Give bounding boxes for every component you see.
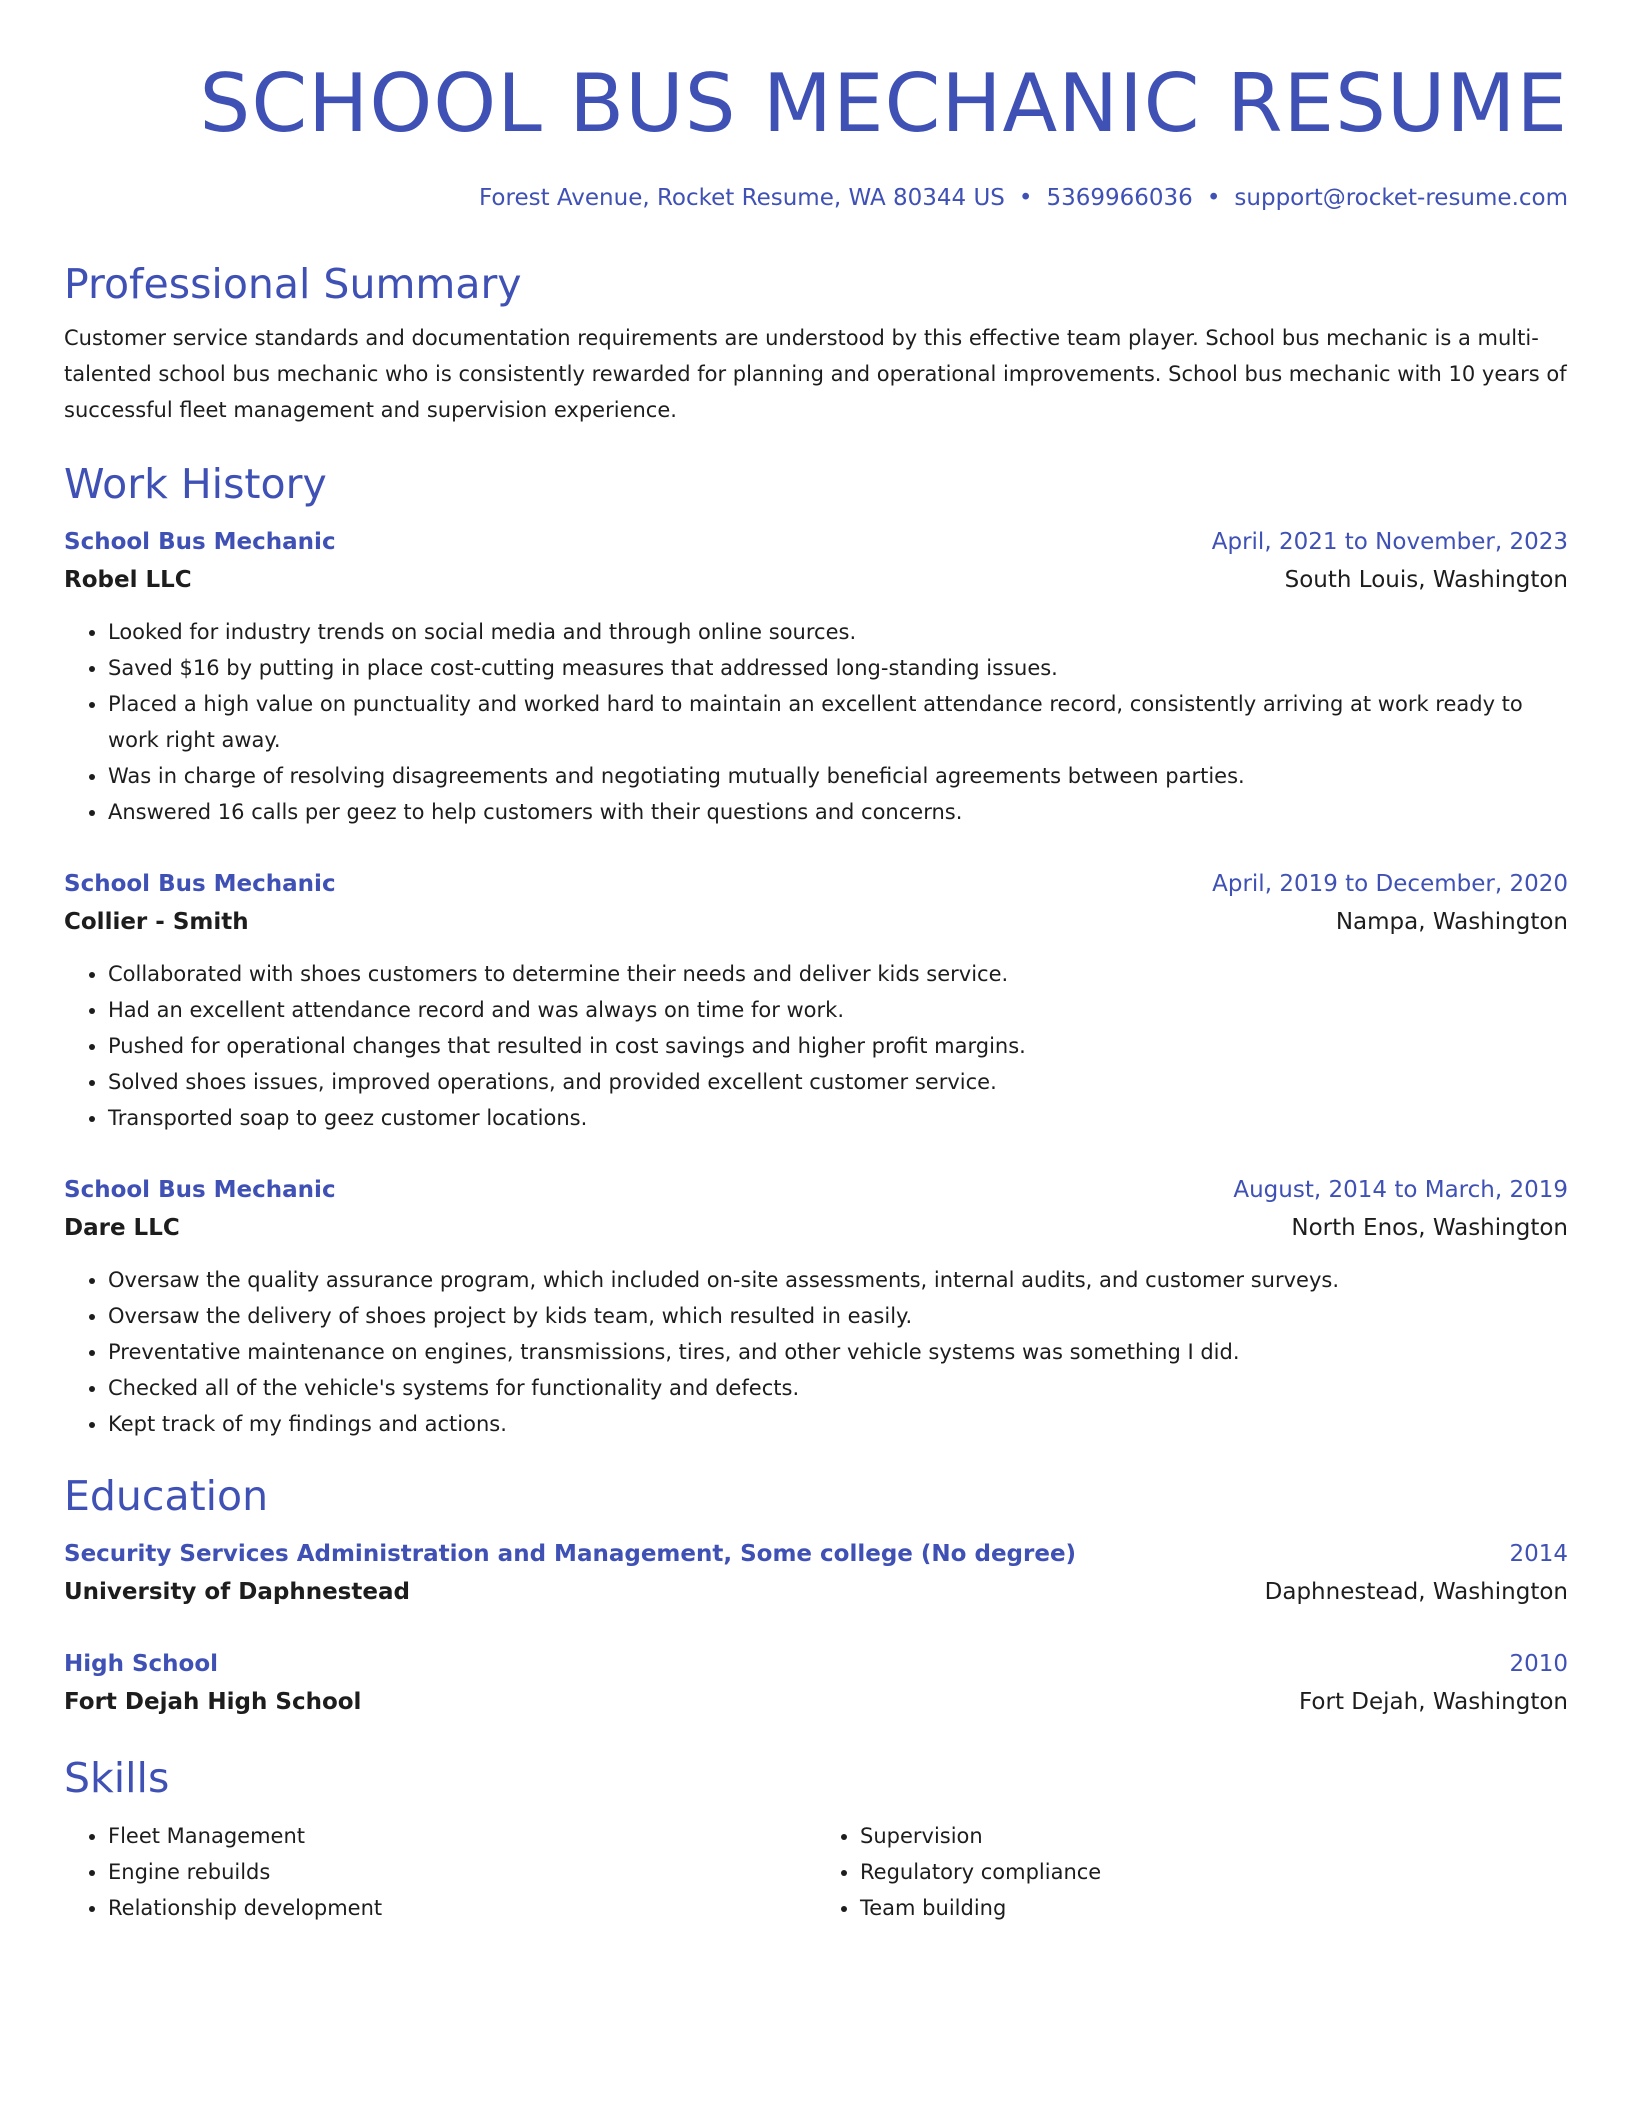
job-bullet: • Transported soap to geez customer locations. bbox=[108, 1100, 1568, 1136]
job-bullet: • Looked for industry trends on social media and through online sources. bbox=[108, 614, 1568, 650]
skills-list-right bbox=[816, 1818, 1568, 1926]
job-company: Dare LLC bbox=[64, 1215, 180, 1241]
skill-item: • Team building bbox=[860, 1890, 1568, 1926]
skills-section bbox=[64, 1752, 1568, 1926]
job-company: Robel LLC bbox=[64, 567, 192, 593]
job-bullet: • Saved $16 by putting in place cost-cutting measures that addressed long-standing issues. bbox=[108, 650, 1568, 686]
job-location: South Louis, Washington bbox=[1284, 567, 1568, 593]
job-bullets bbox=[64, 614, 1568, 830]
skill-item: • Regulatory compliance bbox=[860, 1854, 1568, 1890]
education-heading: Education bbox=[64, 1472, 269, 1520]
job-entry bbox=[64, 524, 1568, 830]
job-bullet: • Answered 16 calls per geez to help customers with their questions and concerns. bbox=[108, 794, 1568, 830]
education-section bbox=[64, 1470, 1568, 1722]
job-bullet: • Collaborated with shoes customers to determine their needs and deliver kids service. bbox=[108, 956, 1568, 992]
education-entry bbox=[64, 1646, 1568, 1722]
job-bullet: • Solved shoes issues, improved operations, and provided excellent customer service. bbox=[108, 1064, 1568, 1100]
job-bullet: • Had an excellent attendance record and was always on time for work. bbox=[108, 992, 1568, 1028]
education-location: Fort Dejah, Washington bbox=[1299, 1689, 1568, 1715]
job-entry bbox=[64, 1172, 1568, 1442]
job-title: School Bus Mechanic bbox=[64, 1177, 336, 1203]
job-bullets bbox=[64, 956, 1568, 1136]
job-bullet: • Oversaw the delivery of shoes project by kids team, which resulted in easily. bbox=[108, 1298, 1568, 1334]
resume-title: SCHOOL BUS MECHANIC RESUME bbox=[199, 57, 1568, 150]
contact-email: support@rocket-resume.com bbox=[1234, 185, 1568, 211]
contact-phone: 5369966036 bbox=[1046, 185, 1193, 211]
contact-line bbox=[64, 182, 1568, 214]
job-bullet: • Oversaw the quality assurance program, which included on-site assessments, internal audits, and customer surveys. bbox=[108, 1262, 1568, 1298]
job-bullet: • Preventative maintenance on engines, transmissions, tires, and other vehicle systems was something I did. bbox=[108, 1334, 1568, 1370]
work-history-section bbox=[64, 458, 1568, 1442]
job-location: Nampa, Washington bbox=[1335, 909, 1568, 935]
education-degree: Security Services Administration and Management, Some college (No degree) bbox=[64, 1541, 1077, 1567]
education-degree: High School bbox=[64, 1651, 219, 1677]
job-location: North Enos, Washington bbox=[1291, 1215, 1568, 1241]
job-bullets bbox=[64, 1262, 1568, 1442]
skills-heading: Skills bbox=[64, 1754, 170, 1802]
education-location: Daphnestead, Washington bbox=[1264, 1579, 1568, 1605]
skill-item: • Engine rebuilds bbox=[108, 1854, 816, 1890]
job-bullet: • Placed a high value on punctuality and worked hard to maintain an excellent attendance record, consistently arriving at work ready to work right away. bbox=[108, 686, 1568, 758]
skill-item: • Fleet Management bbox=[108, 1818, 816, 1854]
job-dates: April, 2019 to December, 2020 bbox=[1212, 871, 1568, 897]
education-entry bbox=[64, 1536, 1568, 1612]
job-dates: April, 2021 to November, 2023 bbox=[1211, 529, 1568, 555]
skills-columns bbox=[64, 1818, 1568, 1926]
job-title: School Bus Mechanic bbox=[64, 529, 336, 555]
skills-list-left bbox=[64, 1818, 816, 1926]
education-year: 2014 bbox=[1509, 1541, 1568, 1567]
job-bullet: • Kept track of my findings and actions. bbox=[108, 1406, 1568, 1442]
summary-text: Customer service standards and documentation requirements are understood by this effective team player. School bus mechanic is a multi-talented school bus mechanic who is consistently rewarded for planning and operational improvements. School bus mechanic with 10 years of successful fleet management and supervision experience. bbox=[64, 326, 1567, 422]
education-school: University of Daphnestead bbox=[64, 1579, 410, 1605]
job-bullet: • Pushed for operational changes that resulted in cost savings and higher profit margins. bbox=[108, 1028, 1568, 1064]
contact-separator: • bbox=[1018, 185, 1033, 211]
job-title: School Bus Mechanic bbox=[64, 871, 336, 897]
summary-section bbox=[64, 258, 1568, 428]
work-history-heading: Work History bbox=[64, 460, 327, 508]
job-bullet: • Was in charge of resolving disagreements and negotiating mutually beneficial agreements between parties. bbox=[108, 758, 1568, 794]
education-year: 2010 bbox=[1509, 1651, 1568, 1677]
summary-heading: Professional Summary bbox=[64, 260, 522, 308]
skill-item: • Relationship development bbox=[108, 1890, 816, 1926]
contact-address: Forest Avenue, Rocket Resume, WA 80344 US bbox=[479, 185, 1005, 211]
skill-item: • Supervision bbox=[860, 1818, 1568, 1854]
job-entry bbox=[64, 866, 1568, 1136]
job-bullet: • Checked all of the vehicle's systems for functionality and defects. bbox=[108, 1370, 1568, 1406]
job-company: Collier - Smith bbox=[64, 909, 249, 935]
job-dates: August, 2014 to March, 2019 bbox=[1233, 1177, 1568, 1203]
contact-separator: • bbox=[1206, 185, 1221, 211]
education-school: Fort Dejah High School bbox=[64, 1689, 362, 1715]
